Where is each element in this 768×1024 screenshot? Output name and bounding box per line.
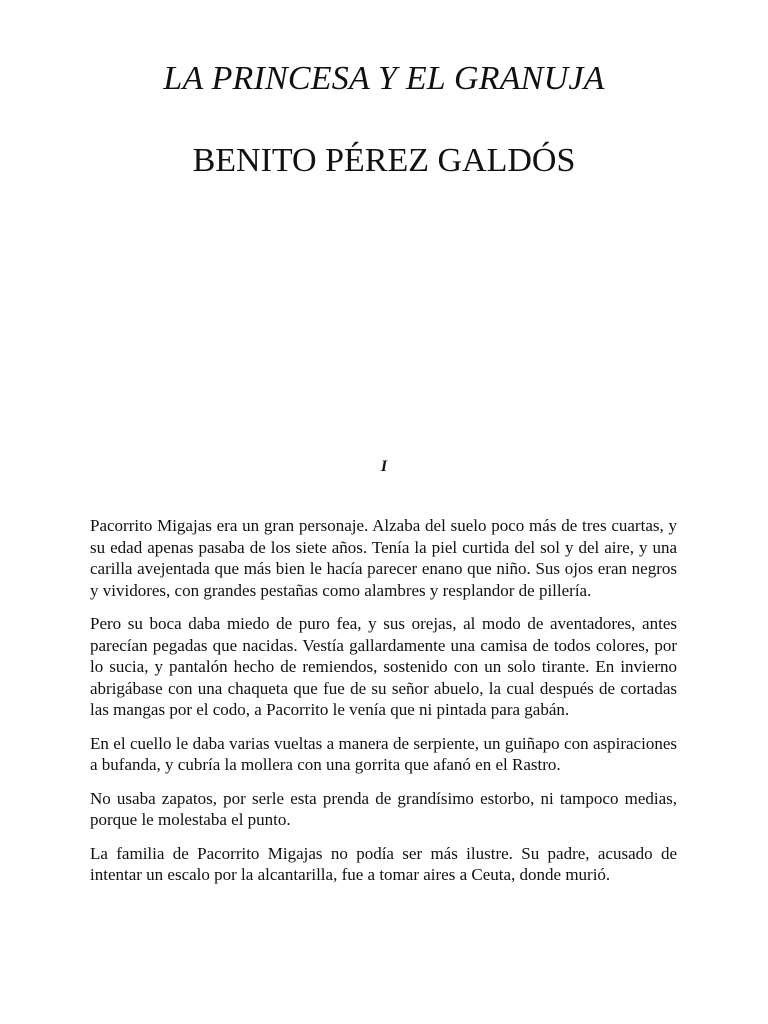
body-text xyxy=(90,515,677,898)
book-author: BENITO PÉREZ GALDÓS xyxy=(192,142,576,179)
paragraph: No usaba zapatos, por serle esta prenda de grandísimo estorbo, ni tampoco medias, porque le molestaba el punto. xyxy=(90,788,677,829)
paragraph: Pero su boca daba miedo de puro fea, y sus orejas, al modo de aventadores, antes parecían pegadas que nacidas. Vestía gallardamente una camisa de todos colores, por lo sucia, y pantalón hecho de remiendos, sostenido con un solo tirante. En invierno abrigábase con una chaqueta que fue de su señor abuelo, la cual después de cortadas las mangas por el codo, a Pacorrito le venía que ni pintada para gabán. xyxy=(90,614,677,719)
paragraph: Pacorrito Migajas era un gran personaje. Alzaba del suelo poco más de tres cuartas, y su edad apenas pasaba de los siete años. Tenía la piel curtida del sol y del aire, y una carilla avejentada que más bien le hacía parecer enano que niño. Sus ojos eran negros y vividores, con grandes pestañas como alambres y resplandor de pillería. xyxy=(90,516,677,600)
chapter-heading: I xyxy=(380,458,388,475)
book-title: LA PRINCESA Y EL GRANUJA xyxy=(163,60,605,97)
paragraph: En el cuello le daba varias vueltas a manera de serpiente, un guiñapo con aspiraciones a bufanda, y cubría la mollera con una gorrita que afanó en el Rastro. xyxy=(90,733,677,774)
paragraph: La familia de Pacorrito Migajas no podía ser más ilustre. Su padre, acusado de intentar un escalo por la alcantarilla, fue a tomar aires a Ceuta, donde murió. xyxy=(90,843,677,884)
